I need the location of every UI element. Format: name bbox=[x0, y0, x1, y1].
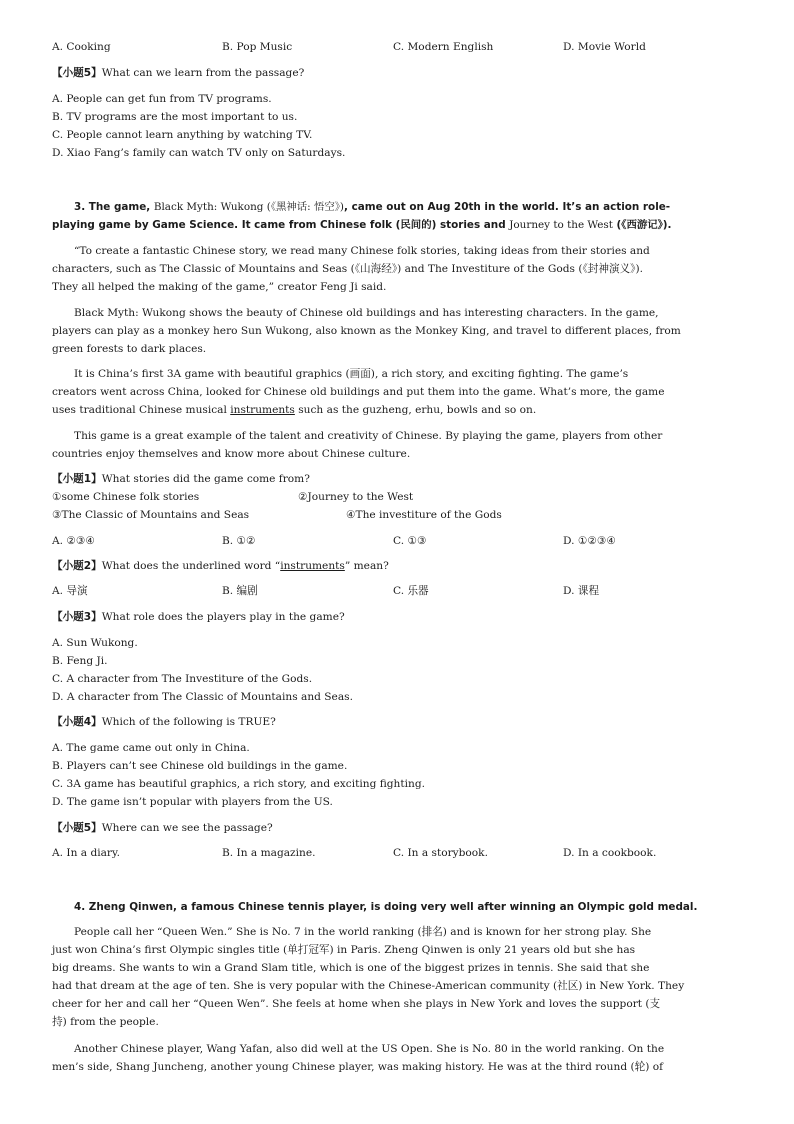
passage4-paragraph-1: People call her “Queen Wen.” She is No. 7 in the world ranking (排名) and is known for her strong play. She just won China’s first Olympic singles title (单打冠军) in Paris. Zheng Qinwen is only 21 years old but she has big dreams. She wants to win a Grand Slam title, which is one of the biggest prizes in tennis. She said that she had that dream at the age of ten. She is very popular with the Chinese-American community (社区) in New York. They cheer for her and call her “Queen Wen”. She feels at home when she plays in New York and loves the support (支 持) from the people. bbox=[52, 926, 685, 1028]
option-a[interactable]: A. The game came out only in China. bbox=[52, 742, 250, 754]
passage3-paragraph-2: Black Myth: Wukong shows the beauty of Chinese old buildings and has interesting characters. In the game, players can play as a monkey hero Sun Wukong, also known as the Monkey King, and travel to different places, from green forests to dark places. bbox=[52, 307, 681, 355]
passage3-paragraph-1: “To create a fantastic Chinese story, we read many Chinese folk stories, taking ideas from their stories and characters, such as The Classic of Mountains and Seas (《山海经》) and The Investiture of the Gods (《封神演义》). They all helped the making of the game,” creator Feng Ji said. bbox=[52, 245, 650, 293]
option-b[interactable]: B. Feng Ji. bbox=[52, 655, 108, 667]
option-d[interactable]: D. Xiao Fang’s family can watch TV only on Saturdays. bbox=[52, 147, 346, 159]
passage3-heading-line2: playing game by Game Science. It came from Chinese folk (民间的) stories and Journey to the West (《西游记》). bbox=[52, 219, 672, 231]
option-a[interactable]: A. Cooking bbox=[52, 41, 111, 53]
option-d[interactable]: D. 课程 bbox=[563, 585, 600, 597]
option-b[interactable]: B. 编剧 bbox=[222, 585, 258, 597]
q5-options bbox=[52, 844, 742, 862]
passage3-paragraph-3: It is China’s first 3A game with beautiful graphics (画面), a rich story, and exciting fighting. The game’s creators went across China, looked for Chinese old buildings and put them into the game. What’s more, the game uses traditional Chinese musical instruments such as the guzheng, erhu, bowls and so on. bbox=[52, 368, 665, 416]
passage4-heading: 4. Zheng Qinwen, a famous Chinese tennis player, is doing very well after winning an Olympic gold medal. bbox=[74, 901, 698, 913]
option-b[interactable]: B. Players can’t see Chinese old buildings in the game. bbox=[52, 760, 348, 772]
question-text: What can we learn from the passage? bbox=[101, 67, 305, 79]
item-3: ③The Classic of Mountains and Seas bbox=[52, 509, 250, 521]
underlined-word: instruments bbox=[230, 404, 295, 416]
passage3-paragraph-4: This game is a great example of the talent and creativity of Chinese. By playing the game, players from other countries enjoy themselves and know more about Chinese culture. bbox=[52, 430, 663, 460]
q4-question: 【小题4】Which of the following is TRUE? bbox=[52, 716, 276, 728]
option-a[interactable]: A. Sun Wukong. bbox=[52, 637, 138, 649]
option-d[interactable]: D. Movie World bbox=[563, 41, 646, 53]
option-b[interactable]: B. In a magazine. bbox=[222, 847, 316, 859]
q1-question: 【小题1】What stories did the game come from? bbox=[52, 473, 310, 485]
option-c[interactable]: C. ①③ bbox=[393, 535, 427, 547]
option-a[interactable]: A. In a diary. bbox=[52, 847, 120, 859]
option-c[interactable]: C. In a storybook. bbox=[393, 847, 488, 859]
q3-question: 【小题3】What role does the players play in the game? bbox=[52, 611, 345, 623]
option-b[interactable]: B. TV programs are the most important to us. bbox=[52, 111, 298, 123]
q1-items-row2 bbox=[52, 506, 742, 524]
item-2: ②Journey to the West bbox=[298, 491, 414, 503]
option-c[interactable]: C. 乐器 bbox=[393, 585, 429, 597]
prev-q5-question bbox=[52, 64, 742, 82]
option-b[interactable]: B. ①② bbox=[222, 535, 256, 547]
option-a[interactable]: A. People can get fun from TV programs. bbox=[52, 93, 272, 105]
question-label: 【小题5】 bbox=[52, 67, 102, 79]
option-a[interactable]: A. ②③④ bbox=[52, 535, 95, 547]
passage3-heading: 3. The game, Black Myth: Wukong (《黑神话: 悟空》), came out on Aug 20th in the world. It’s an action role- bbox=[74, 201, 671, 213]
q1-items-row1 bbox=[52, 488, 742, 506]
option-d[interactable]: D. The game isn’t popular with players from the US. bbox=[52, 796, 333, 808]
option-d[interactable]: D. In a cookbook. bbox=[563, 847, 657, 859]
q2-options bbox=[52, 582, 742, 600]
option-d[interactable]: D. ①②③④ bbox=[563, 535, 616, 547]
q2-question: 【小题2】What does the underlined word “instruments” mean? bbox=[52, 560, 389, 572]
option-c[interactable]: C. People cannot learn anything by watching TV. bbox=[52, 129, 313, 141]
item-1: ①some Chinese folk stories bbox=[52, 491, 200, 503]
item-4: ④The investiture of the Gods bbox=[346, 509, 502, 521]
prev-q4-options bbox=[52, 38, 742, 56]
q5-question: 【小题5】Where can we see the passage? bbox=[52, 822, 273, 834]
option-d[interactable]: D. A character from The Classic of Mountains and Seas. bbox=[52, 691, 353, 703]
q1-options bbox=[52, 532, 742, 550]
option-c[interactable]: C. Modern English bbox=[393, 41, 494, 53]
passage4-paragraph-2: Another Chinese player, Wang Yafan, also did well at the US Open. She is No. 80 in the world ranking. On the men’s side, Shang Juncheng, another young Chinese player, was making history. He was at the third round (轮) of bbox=[52, 1043, 665, 1073]
option-c[interactable]: C. A character from The Investiture of the Gods. bbox=[52, 673, 313, 685]
option-c[interactable]: C. 3A game has beautiful graphics, a rich story, and exciting fighting. bbox=[52, 778, 425, 790]
option-b[interactable]: B. Pop Music bbox=[222, 41, 293, 53]
option-a[interactable]: A. 导演 bbox=[52, 585, 88, 597]
